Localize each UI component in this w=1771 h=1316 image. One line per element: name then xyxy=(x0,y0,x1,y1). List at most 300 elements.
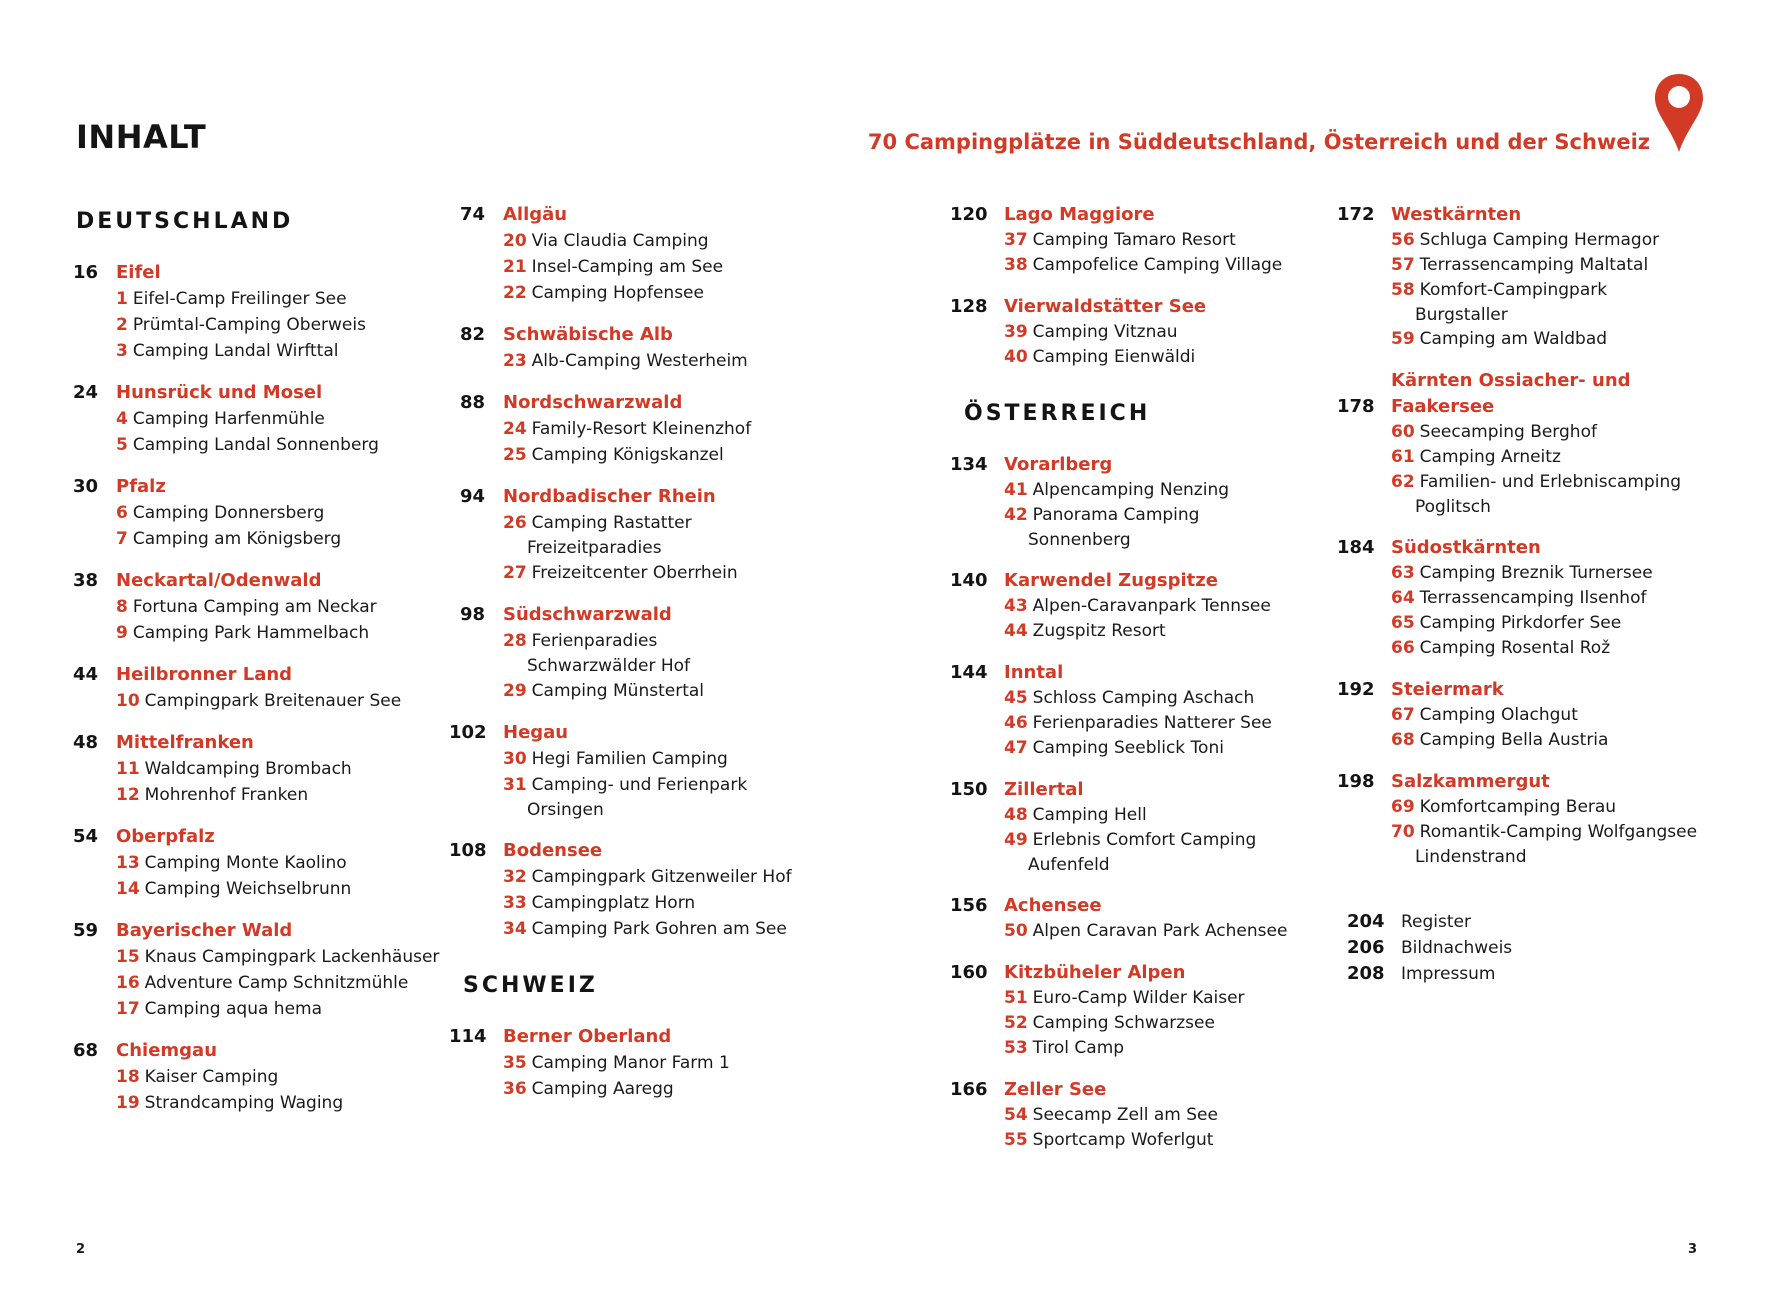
campsite-entry xyxy=(116,526,456,552)
campsite-name: Alpencamping Nenzing xyxy=(1032,480,1230,500)
region-name: Südschwarzwald xyxy=(503,604,672,625)
campsite-name: Camping- und Ferienpark xyxy=(531,775,748,795)
region-entry xyxy=(449,1024,863,1102)
campsite-entry xyxy=(1004,1128,1354,1153)
campsite-name: Komfort-Campingpark xyxy=(1419,280,1608,300)
campsite-name: Camping am Waldbad xyxy=(1419,329,1608,349)
campsite-number: 47 xyxy=(1004,738,1028,758)
campsite-name: Ferienparadies Natterer See xyxy=(1032,713,1272,733)
campsite-number: 25 xyxy=(503,445,527,465)
campsite-name: Camping Hopfensee xyxy=(531,283,704,303)
campsite-number: 58 xyxy=(1391,280,1415,300)
region-list xyxy=(1337,202,1721,869)
campsite-name: Hegi Familien Camping xyxy=(531,749,728,769)
campsite-number: 33 xyxy=(503,893,527,913)
region-page-number: 184 xyxy=(1337,537,1375,558)
campsite-number: 19 xyxy=(116,1093,140,1113)
campsite-name-continued: Aufenfeld xyxy=(1028,855,1110,875)
country-heading: ÖSTERREICH xyxy=(964,401,1151,426)
region-entry xyxy=(72,474,456,552)
campsite-number: 18 xyxy=(116,1067,140,1087)
campsite-entry xyxy=(1004,228,1354,253)
campsite-number: 70 xyxy=(1391,822,1415,842)
campsite-name: Strandcamping Waging xyxy=(144,1093,344,1113)
campsite-entry xyxy=(116,338,456,364)
campsite-entry xyxy=(1004,503,1354,552)
page-number-left: 2 xyxy=(76,1242,86,1257)
region-entry xyxy=(72,662,456,714)
campsite-number: 7 xyxy=(116,529,128,549)
region-page-number: 30 xyxy=(72,476,98,497)
region-entry xyxy=(950,1077,1354,1153)
region-entry xyxy=(459,602,863,704)
region-page-number: 102 xyxy=(449,722,487,743)
campsite-number: 49 xyxy=(1004,830,1028,850)
region-page-number: 156 xyxy=(950,895,988,916)
region-entry xyxy=(950,960,1354,1061)
campsite-name: Camping Olachgut xyxy=(1419,705,1578,725)
appendix-page-number: 206 xyxy=(1347,937,1385,958)
campsite-number: 46 xyxy=(1004,713,1028,733)
region-name: Zeller See xyxy=(1004,1079,1107,1100)
campsite-number: 29 xyxy=(503,681,527,701)
region-page-number: 98 xyxy=(459,604,485,625)
campsite-entry xyxy=(1391,728,1721,753)
campsite-number: 57 xyxy=(1391,255,1415,275)
campsite-name: Knaus Campingpark Lackenhäuser xyxy=(144,947,440,967)
country-heading: DEUTSCHLAND xyxy=(76,209,294,234)
campsite-entry xyxy=(1391,278,1721,327)
appendix-list xyxy=(1347,909,1721,987)
campsite-number: 44 xyxy=(1004,621,1028,641)
campsite-entry xyxy=(116,756,456,782)
campsite-name: Camping Harfenmühle xyxy=(132,409,325,429)
campsite-name: Adventure Camp Schnitzmühle xyxy=(144,973,409,993)
region-page-number: 82 xyxy=(459,324,485,345)
campsite-number: 48 xyxy=(1004,805,1028,825)
campsite-entry xyxy=(503,442,863,468)
campsite-name: Camping Park Gohren am See xyxy=(531,919,787,939)
campsite-number: 32 xyxy=(503,867,527,887)
campsite-number: 14 xyxy=(116,879,140,899)
campsite-number: 51 xyxy=(1004,988,1028,1008)
campsite-entry xyxy=(1391,253,1721,278)
campsite-number: 17 xyxy=(116,999,140,1019)
region-entry xyxy=(1337,368,1721,519)
region-entry xyxy=(1337,769,1721,869)
region-entry xyxy=(72,568,456,646)
campsite-entry xyxy=(116,312,456,338)
region-name: Hegau xyxy=(503,722,569,743)
campsite-name: Camping Vitznau xyxy=(1032,322,1178,342)
campsite-name: Waldcamping Brombach xyxy=(144,759,352,779)
campsite-name: Camping Seeblick Toni xyxy=(1032,738,1224,758)
campsite-name: Camping Landal Wirfttal xyxy=(132,341,339,361)
region-page-number: 94 xyxy=(459,486,485,507)
campsite-number: 55 xyxy=(1004,1130,1028,1150)
region-entry xyxy=(950,660,1354,761)
map-pin-icon xyxy=(1653,72,1705,154)
country-heading: SCHWEIZ xyxy=(463,973,598,998)
campsite-number: 50 xyxy=(1004,921,1028,941)
region-name: Zillertal xyxy=(1004,779,1084,800)
campsite-number: 26 xyxy=(503,513,527,533)
region-name: Steiermark xyxy=(1391,679,1504,700)
campsite-entry xyxy=(1391,611,1721,636)
campsite-number: 61 xyxy=(1391,447,1415,467)
page-number-right: 3 xyxy=(1687,1242,1697,1257)
campsite-number: 38 xyxy=(1004,255,1028,275)
appendix-label: Register xyxy=(1401,912,1471,932)
region-name: Vierwaldstätter See xyxy=(1004,296,1207,317)
campsite-entry xyxy=(1391,445,1721,470)
toc-column-1 xyxy=(72,202,456,1132)
campsite-name: Camping Pirkdorfer See xyxy=(1419,613,1622,633)
page-subtitle: 70 Campingplätze in Süddeutschland, Österreich und der Schweiz xyxy=(867,130,1650,154)
campsite-entry xyxy=(1391,703,1721,728)
toc-column-2 xyxy=(449,202,863,1118)
region-name: Westkärnten xyxy=(1391,204,1522,225)
campsite-entry xyxy=(503,678,863,704)
campsite-name: Camping Aaregg xyxy=(531,1079,674,1099)
campsite-name: Camping Königskanzel xyxy=(531,445,724,465)
region-page-number: 198 xyxy=(1337,771,1375,792)
region-page-number: 59 xyxy=(72,920,98,941)
campsite-name: Seecamping Berghof xyxy=(1419,422,1597,442)
campsite-name: Erlebnis Comfort Camping xyxy=(1032,830,1257,850)
campsite-entry xyxy=(503,560,863,586)
region-entry xyxy=(449,720,863,822)
campsite-name: Camping am Königsberg xyxy=(132,529,342,549)
campsite-name: Alpen Caravan Park Achensee xyxy=(1032,921,1288,941)
campsite-number: 23 xyxy=(503,351,527,371)
appendix-page-number: 208 xyxy=(1347,963,1385,984)
campsite-entry xyxy=(1391,636,1721,661)
campsite-entry xyxy=(503,628,863,678)
region-page-number: 128 xyxy=(950,296,988,317)
region-page-number: 16 xyxy=(72,262,98,283)
region-entry xyxy=(72,918,456,1022)
campsite-entry xyxy=(503,348,863,374)
campsite-name: Schloss Camping Aschach xyxy=(1032,688,1255,708)
campsite-name: Schluga Camping Hermagor xyxy=(1419,230,1660,250)
region-page-number: 178 xyxy=(1337,396,1375,417)
campsite-number: 56 xyxy=(1391,230,1415,250)
region-list xyxy=(449,1024,863,1102)
campsite-name: Kaiser Camping xyxy=(144,1067,279,1087)
campsite-number: 42 xyxy=(1004,505,1028,525)
campsite-entry xyxy=(116,944,456,970)
campsite-number: 69 xyxy=(1391,797,1415,817)
region-entry xyxy=(72,824,456,902)
campsite-number: 30 xyxy=(503,749,527,769)
campsite-name: Alb-Camping Westerheim xyxy=(531,351,748,371)
campsite-number: 63 xyxy=(1391,563,1415,583)
campsite-name: Family-Resort Kleinenzhof xyxy=(531,419,752,439)
campsite-name: Euro-Camp Wilder Kaiser xyxy=(1032,988,1245,1008)
region-name: Allgäu xyxy=(503,204,568,225)
campsite-name: Camping Tamaro Resort xyxy=(1032,230,1236,250)
campsite-entry xyxy=(1004,478,1354,503)
campsite-entry xyxy=(1004,986,1354,1011)
campsite-name: Camping Weichselbrunn xyxy=(144,879,352,899)
region-name: Bodensee xyxy=(503,840,603,861)
campsite-number: 36 xyxy=(503,1079,527,1099)
campsite-entry xyxy=(503,228,863,254)
campsite-entry xyxy=(1391,327,1721,352)
region-page-number: 38 xyxy=(72,570,98,591)
region-entry xyxy=(72,730,456,808)
campsite-number: 10 xyxy=(116,691,140,711)
region-page-number: 166 xyxy=(950,1079,988,1100)
region-name: Heilbronner Land xyxy=(116,664,293,685)
campsite-entry xyxy=(503,416,863,442)
appendix-entry xyxy=(1347,935,1721,961)
campsite-number: 65 xyxy=(1391,613,1415,633)
campsite-number: 64 xyxy=(1391,588,1415,608)
region-entry xyxy=(72,1038,456,1116)
campsite-number: 35 xyxy=(503,1053,527,1073)
region-name: Berner Oberland xyxy=(503,1026,672,1047)
region-name: Oberpfalz xyxy=(116,826,215,847)
region-page-number: 74 xyxy=(459,204,485,225)
region-page-number: 44 xyxy=(72,664,98,685)
campsite-entry xyxy=(116,286,456,312)
campsite-name: Camping Manor Farm 1 xyxy=(531,1053,730,1073)
campsite-name: Camping Landal Sonnenberg xyxy=(132,435,379,455)
campsite-number: 9 xyxy=(116,623,128,643)
region-name: Mittelfranken xyxy=(116,732,254,753)
campsite-number: 2 xyxy=(116,315,128,335)
region-entry xyxy=(459,390,863,468)
campsite-name: Campingpark Breitenauer See xyxy=(144,691,402,711)
campsite-entry xyxy=(1391,586,1721,611)
region-name: Karwendel Zugspitze xyxy=(1004,570,1218,591)
campsite-entry xyxy=(1004,1011,1354,1036)
campsite-entry xyxy=(1004,619,1354,644)
campsite-name-continued: Lindenstrand xyxy=(1415,847,1527,867)
campsite-entry xyxy=(1004,1036,1354,1061)
region-entry xyxy=(950,893,1354,944)
campsite-number: 67 xyxy=(1391,705,1415,725)
region-page-number: 24 xyxy=(72,382,98,403)
campsite-entry xyxy=(116,1090,456,1116)
campsite-name: Camping Schwarzsee xyxy=(1032,1013,1215,1033)
campsite-name: Komfortcamping Berau xyxy=(1419,797,1617,817)
region-list xyxy=(72,260,456,1116)
campsite-name: Ferienparadies xyxy=(531,631,658,651)
campsite-number: 21 xyxy=(503,257,527,277)
campsite-number: 15 xyxy=(116,947,140,967)
region-page-number: 108 xyxy=(449,840,487,861)
campsite-name: Mohrenhof Franken xyxy=(144,785,309,805)
region-name: Vorarlberg xyxy=(1004,454,1113,475)
campsite-number: 8 xyxy=(116,597,128,617)
campsite-entry xyxy=(116,688,456,714)
campsite-number: 66 xyxy=(1391,638,1415,658)
campsite-entry xyxy=(1004,594,1354,619)
campsite-entry xyxy=(503,1076,863,1102)
campsite-number: 5 xyxy=(116,435,128,455)
campsite-name-continued: Orsingen xyxy=(527,800,604,820)
campsite-name: Insel-Camping am See xyxy=(531,257,724,277)
region-page-number: 54 xyxy=(72,826,98,847)
campsite-number: 22 xyxy=(503,283,527,303)
campsite-name: Camping Donnersberg xyxy=(132,503,325,523)
campsite-number: 11 xyxy=(116,759,140,779)
campsite-name: Eifel-Camp Freilinger See xyxy=(132,289,347,309)
campsite-name: Camping aqua hema xyxy=(144,999,323,1019)
region-name: Inntal xyxy=(1004,662,1064,683)
region-list xyxy=(449,202,863,942)
campsite-name: Campofelice Camping Village xyxy=(1032,255,1283,275)
campsite-name: Camping Arneitz xyxy=(1419,447,1561,467)
campsite-name: Camping Monte Kaolino xyxy=(144,853,347,873)
region-name: Achensee xyxy=(1004,895,1102,916)
campsite-number: 41 xyxy=(1004,480,1028,500)
campsite-name: Prümtal-Camping Oberweis xyxy=(132,315,366,335)
campsite-name: Tirol Camp xyxy=(1032,1038,1125,1058)
appendix-label: Impressum xyxy=(1401,964,1496,984)
region-name: Chiemgau xyxy=(116,1040,218,1061)
campsite-number: 40 xyxy=(1004,347,1028,367)
campsite-number: 12 xyxy=(116,785,140,805)
campsite-entry xyxy=(1391,470,1721,519)
campsite-name: Sportcamp Woferlgut xyxy=(1032,1130,1214,1150)
campsite-number: 20 xyxy=(503,231,527,251)
campsite-name: Camping Rastatter xyxy=(531,513,692,533)
campsite-entry xyxy=(1004,919,1354,944)
campsite-entry xyxy=(116,432,456,458)
campsite-entry xyxy=(503,510,863,560)
campsite-entry xyxy=(116,620,456,646)
campsite-name: Camping Eienwäldi xyxy=(1032,347,1196,367)
campsite-name-continued: Schwarzwälder Hof xyxy=(527,656,691,676)
region-page-number: 160 xyxy=(950,962,988,983)
region-page-number: 88 xyxy=(459,392,485,413)
region-entry xyxy=(72,380,456,458)
campsite-name: Camping Park Hammelbach xyxy=(132,623,370,643)
campsite-entry xyxy=(116,850,456,876)
campsite-entry xyxy=(503,1050,863,1076)
campsite-number: 39 xyxy=(1004,322,1028,342)
campsite-number: 31 xyxy=(503,775,527,795)
campsite-number: 3 xyxy=(116,341,128,361)
campsite-name: Seecamp Zell am See xyxy=(1032,1105,1218,1125)
campsite-name: Terrassencamping Ilsenhof xyxy=(1419,588,1647,608)
region-page-number: 150 xyxy=(950,779,988,800)
campsite-entry xyxy=(503,280,863,306)
region-name: Hunsrück und Mosel xyxy=(116,382,323,403)
campsite-entry xyxy=(503,916,863,942)
region-name: Eifel xyxy=(116,262,161,283)
region-entry xyxy=(950,568,1354,644)
region-name: Kitzbüheler Alpen xyxy=(1004,962,1186,983)
campsite-entry xyxy=(1391,561,1721,586)
region-name: Südostkärnten xyxy=(1391,537,1541,558)
region-name: Faakersee xyxy=(1391,396,1495,417)
region-entry xyxy=(950,202,1354,278)
region-name: Bayerischer Wald xyxy=(116,920,293,941)
appendix-entry xyxy=(1347,909,1721,935)
campsite-entry xyxy=(503,772,863,822)
campsite-name-continued: Poglitsch xyxy=(1415,497,1491,517)
campsite-name: Camping Rosental Rož xyxy=(1419,638,1611,658)
region-page-number: 114 xyxy=(449,1026,487,1047)
region-name: Neckartal/Odenwald xyxy=(116,570,322,591)
campsite-entry xyxy=(1391,228,1721,253)
campsite-entry xyxy=(116,970,456,996)
campsite-entry xyxy=(503,890,863,916)
region-entry xyxy=(1337,535,1721,661)
campsite-number: 28 xyxy=(503,631,527,651)
region-entry xyxy=(950,294,1354,370)
campsite-number: 43 xyxy=(1004,596,1028,616)
campsite-name: Alpen-Caravanpark Tennsee xyxy=(1032,596,1271,616)
region-name: Lago Maggiore xyxy=(1004,204,1155,225)
campsite-name: Campingpark Gitzenweiler Hof xyxy=(531,867,792,887)
campsite-number: 37 xyxy=(1004,230,1028,250)
campsite-name-continued: Burgstaller xyxy=(1415,305,1508,325)
region-page-number: 172 xyxy=(1337,204,1375,225)
campsite-number: 53 xyxy=(1004,1038,1028,1058)
page-title: INHALT xyxy=(76,118,207,156)
region-entry xyxy=(449,838,863,942)
campsite-name: Zugspitz Resort xyxy=(1032,621,1166,641)
campsite-entry xyxy=(116,876,456,902)
toc-column-3 xyxy=(950,202,1354,1169)
appendix-page-number: 204 xyxy=(1347,911,1385,932)
campsite-number: 27 xyxy=(503,563,527,583)
campsite-name: Fortuna Camping am Neckar xyxy=(132,597,377,617)
region-name: Nordbadischer Rhein xyxy=(503,486,716,507)
region-entry xyxy=(1337,202,1721,352)
region-page-number: 48 xyxy=(72,732,98,753)
region-name: Nordschwarzwald xyxy=(503,392,683,413)
campsite-name: Terrassencamping Maltatal xyxy=(1419,255,1649,275)
campsite-entry xyxy=(116,782,456,808)
region-entry xyxy=(72,260,456,364)
campsite-entry xyxy=(1004,1103,1354,1128)
region-page-number: 134 xyxy=(950,454,988,475)
campsite-name: Camping Bella Austria xyxy=(1419,730,1609,750)
campsite-name: Freizeitcenter Oberrhein xyxy=(531,563,738,583)
campsite-number: 34 xyxy=(503,919,527,939)
campsite-name: Romantik-Camping Wolfgangsee xyxy=(1419,822,1698,842)
region-entry xyxy=(459,322,863,374)
campsite-number: 1 xyxy=(116,289,128,309)
campsite-entry xyxy=(1004,711,1354,736)
campsite-entry xyxy=(503,864,863,890)
toc-column-4 xyxy=(1337,202,1721,987)
region-entry xyxy=(1337,677,1721,753)
campsite-entry xyxy=(1004,253,1354,278)
region-name-line1: Kärnten Ossiacher- und xyxy=(1391,370,1631,391)
region-entry xyxy=(950,452,1354,552)
campsite-name-continued: Freizeitparadies xyxy=(527,538,662,558)
region-entry xyxy=(459,484,863,586)
campsite-number: 6 xyxy=(116,503,128,523)
campsite-number: 24 xyxy=(503,419,527,439)
region-page-number: 144 xyxy=(950,662,988,683)
region-page-number: 192 xyxy=(1337,679,1375,700)
campsite-entry xyxy=(1004,686,1354,711)
region-name: Salzkammergut xyxy=(1391,771,1550,792)
region-name: Pfalz xyxy=(116,476,166,497)
campsite-entry xyxy=(1391,820,1721,869)
campsite-name: Familien- und Erlebniscamping xyxy=(1419,472,1682,492)
campsite-name: Via Claudia Camping xyxy=(531,231,709,251)
